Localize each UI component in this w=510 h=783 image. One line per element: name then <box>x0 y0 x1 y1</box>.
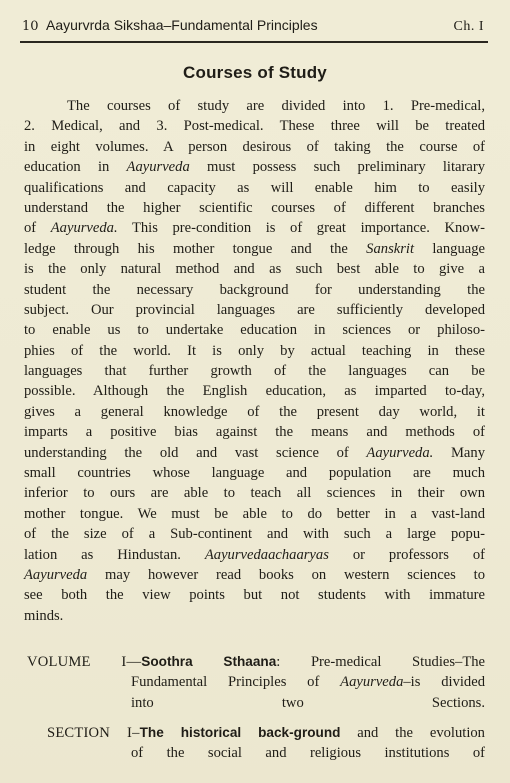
section-line-2: of the social and religious institutions of <box>131 745 485 762</box>
text-segment: Many <box>433 444 485 461</box>
paragraph-line <box>24 198 485 218</box>
book-title: Aayurvrda Sikshaa–Fundamental Principles <box>46 17 318 33</box>
paragraph-line <box>24 585 485 605</box>
volume-term: Soothra Sthaana <box>141 654 277 669</box>
volume-entry <box>27 652 485 713</box>
paragraph-line <box>24 504 485 524</box>
text-segment: of <box>24 220 51 237</box>
text-segment: education in <box>24 159 127 176</box>
text-segment: must possess such preliminary litarary <box>189 159 485 176</box>
section-line-1 <box>47 723 485 743</box>
paragraph-line <box>24 116 485 136</box>
header-rule <box>20 41 488 43</box>
section-heading: Courses of Study <box>183 63 327 82</box>
paragraph-line <box>24 361 485 381</box>
paragraph-line <box>24 341 485 361</box>
text-segment: small countries whose language and population are much <box>24 465 485 482</box>
text-segment: language <box>414 240 486 257</box>
paragraph-line <box>24 300 485 320</box>
volume-line-2b: –is divided <box>403 674 485 691</box>
section-label: SECTION I– <box>47 725 140 741</box>
section-line-1-rest: and the evolution <box>340 725 485 741</box>
paragraph-line <box>24 443 485 463</box>
paragraph-line <box>24 606 485 626</box>
paragraph-line <box>24 524 485 544</box>
paragraph-line <box>24 381 485 401</box>
text-segment: minds. <box>24 607 64 624</box>
text-segment: This pre-condition is of great importance. Know- <box>117 220 485 237</box>
paragraph-line <box>24 218 485 238</box>
paragraph-line <box>24 178 485 198</box>
text-segment: mother tongue. We must be able to do better in a vast-land <box>24 505 485 522</box>
section-term: The historical back-ground <box>139 725 341 740</box>
volume-line-1-rest: : Pre-medical Studies–The <box>276 654 486 670</box>
text-segment: qualifications and capacity as will enable him to easily <box>24 179 485 196</box>
text-segment: may however read books on western sciences to <box>87 566 485 583</box>
paragraph-line <box>24 483 485 503</box>
volume-label: VOLUME I— <box>27 654 142 670</box>
volume-line-2 <box>27 672 485 692</box>
text-segment: imparts a positive bias against the means and methods of <box>24 424 485 441</box>
italic-term: Aayurveda. <box>50 220 118 237</box>
text-segment: is the only natural method and as such best able to give a <box>24 261 485 278</box>
text-segment: or professors of <box>328 546 485 563</box>
paragraph-line <box>24 545 485 565</box>
text-segment: ledge through his mother tongue and the <box>24 240 367 257</box>
running-header <box>22 14 484 36</box>
volume-line-2-em: Aayurveda <box>340 674 404 691</box>
paragraph-line <box>24 463 485 483</box>
page-number: 10 <box>22 19 39 34</box>
paragraph-line <box>24 320 485 340</box>
paragraph-line <box>24 402 485 422</box>
paragraph-line <box>24 96 485 116</box>
paragraph-line <box>24 280 485 300</box>
text-segment: understand the higher scientific courses of different branches <box>24 199 485 216</box>
italic-term: Sanskrit <box>366 240 415 257</box>
text-segment: inferior to ours are able to teach all sciences in their own <box>24 485 485 502</box>
volume-line-3: into two Sections. <box>131 694 485 711</box>
text-segment: in eight volumes. A person desirous of taking the course of <box>24 138 485 155</box>
section-entry <box>47 723 485 764</box>
paragraph-line <box>24 239 485 259</box>
paragraph-line <box>24 157 485 177</box>
text-segment: languages that further growth of the languages can be <box>24 363 485 380</box>
body-paragraph <box>24 96 485 626</box>
paragraph-line <box>24 259 485 279</box>
paragraph-line <box>24 137 485 157</box>
text-segment: subject. Our provincial languages are sufficiently developed <box>24 301 485 318</box>
text-segment: see both the view points but not students with immature <box>24 587 485 604</box>
volume-line-1 <box>27 652 485 672</box>
text-segment: possible. Although the English education, as imparted to-day, <box>24 383 485 400</box>
paragraph-line <box>24 422 485 442</box>
text-segment: understanding the old and vast science of <box>24 444 367 461</box>
italic-term: Aayurveda <box>24 566 88 583</box>
text-segment: lation as Hindustan. <box>24 546 205 563</box>
italic-term: Aayurveda <box>126 159 190 176</box>
text-segment: student the necessary background for understanding the <box>24 281 485 298</box>
volume-line-2a: Fundamental Principles of <box>131 674 341 691</box>
italic-term: Aayurveda. <box>366 444 434 461</box>
text-segment: phies of the world. It is only by actual teaching in these <box>24 342 485 359</box>
text-segment: The courses of study are divided into 1. Pre-medical, <box>67 98 485 114</box>
italic-term: Aayurvedaachaaryas <box>204 546 329 563</box>
text-segment: to enable us to undertake education in sciences or philoso- <box>24 322 485 339</box>
text-segment: gives a general knowledge of the present day world, it <box>24 403 485 420</box>
chapter-label: Ch. I <box>453 19 484 34</box>
text-segment: 2. Medical, and 3. Post-medical. These three will be treated <box>24 118 485 135</box>
text-segment: of the size of a Sub-continent and with such a large popu- <box>24 526 485 543</box>
paragraph-line <box>24 565 485 585</box>
